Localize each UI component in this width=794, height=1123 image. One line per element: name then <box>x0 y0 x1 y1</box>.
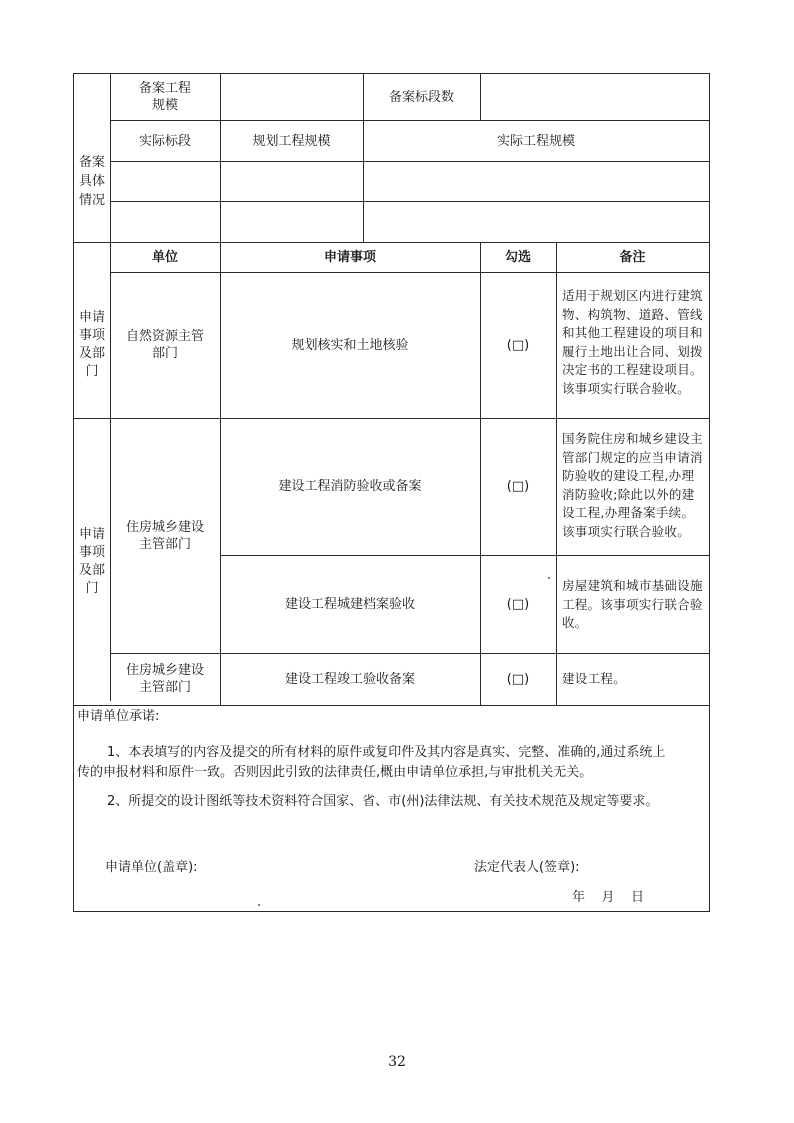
planned-scale-field[interactable] <box>221 202 363 242</box>
application-side-label-line: 事项 <box>78 328 105 343</box>
row-remark: 房屋建筑和城市基础设施工程。该事项实行联合验收。 <box>562 578 703 630</box>
actual-scale-field[interactable] <box>364 162 709 201</box>
row-checkbox[interactable]: (□) <box>506 596 530 612</box>
application-side-label-line: 门 <box>85 580 99 596</box>
application-side-label <box>74 418 110 705</box>
scale-label-line1: 备案工程 <box>138 81 191 96</box>
header-remark: 备注 <box>619 249 646 265</box>
row-unit <box>110 653 220 705</box>
row-unit-line2: 部门 <box>151 346 178 361</box>
row-checkbox[interactable]: (□) <box>506 671 530 687</box>
row-unit-line1: 住房城乡建设 <box>125 663 204 678</box>
row-remark: 国务院住房和城乡建设主管部门规定的应当申请消防验收的建设工程,办理消防验收;除此以外的建设工程,办理备案手续。该事项实行联合验收。 <box>562 431 703 539</box>
actual-scale-field[interactable] <box>364 202 709 242</box>
scan-dot <box>258 904 260 906</box>
actual-section-field[interactable] <box>111 162 220 201</box>
header-item: 申请事项 <box>323 249 376 265</box>
record-side-label-line: 情况 <box>78 193 105 208</box>
record-side-label-line: 备案 <box>78 155 105 170</box>
scale-label <box>110 73 220 121</box>
record-side-label <box>74 121 110 242</box>
date-label: 年 月 日 <box>572 890 645 905</box>
header-unit: 单位 <box>151 249 178 265</box>
sections-count-field[interactable] <box>481 74 709 120</box>
application-side-label-line: 申请 <box>78 310 105 325</box>
page-number: 32 <box>388 1054 406 1070</box>
row-checkbox[interactable]: (□) <box>506 479 530 494</box>
row-item: 建设工程消防验收或备案 <box>278 479 422 494</box>
commitment-item1-line2: 传的申报材料和原件一致。否则因此引致的法律责任,概由申请单位承担,与审批机关无关。 <box>77 765 593 780</box>
header-check: 勾选 <box>504 249 531 265</box>
row-remark: 建设工程。 <box>562 671 627 686</box>
row-unit-line1: 自然资源主管 <box>125 329 204 344</box>
row-item: 规划核实和土地核验 <box>291 337 409 353</box>
application-side-label-line: 申请 <box>78 526 105 542</box>
row-item: 建设工程城建档案验收 <box>284 596 415 612</box>
commitment-item1-line1: 1、本表填写的内容及提交的所有材料的原件或复印件及其内容是真实、完整、准确的,通过系统上 <box>107 745 666 760</box>
actual-section-label: 实际标段 <box>138 133 191 149</box>
row-unit-line2: 主管部门 <box>138 680 191 695</box>
legal-rep-label: 法定代表人(签章): <box>474 860 580 875</box>
row-unit-line2: 主管部门 <box>138 536 191 552</box>
application-side-label-line: 门 <box>85 364 99 379</box>
record-side-label-line: 具体 <box>78 174 105 189</box>
planned-scale-label: 规划工程规模 <box>252 133 331 149</box>
actual-scale-label: 实际工程规模 <box>496 133 575 149</box>
application-side-label-line: 及部 <box>78 562 105 578</box>
scan-dot <box>548 577 550 579</box>
sections-count-label: 备案标段数 <box>388 89 454 105</box>
row-checkbox[interactable]: (□) <box>506 337 530 353</box>
row-remark: 适用于规划区内进行建筑物、构筑物、道路、管线和其他工程建设的项目和履行土地出让合同、划拨决定书的工程建设项目。该事项实行联合验收。 <box>562 288 703 396</box>
row-unit <box>110 272 220 418</box>
application-side-label-line: 事项 <box>78 544 105 560</box>
row-item: 建设工程竣工验收备案 <box>284 671 415 687</box>
scale-value-field[interactable] <box>221 74 363 120</box>
actual-section-field[interactable] <box>111 202 220 242</box>
commitment-title: 申请单位承诺: <box>77 709 160 724</box>
application-side-label <box>74 272 110 418</box>
application-side-label-line: 及部 <box>78 346 105 361</box>
planned-scale-field[interactable] <box>221 162 363 201</box>
applicant-seal-label: 申请单位(盖章): <box>105 860 198 875</box>
row-unit <box>110 418 220 653</box>
scale-label-line2: 规模 <box>151 98 178 113</box>
row-unit-line1: 住房城乡建设 <box>125 519 204 535</box>
commitment-item2: 2、所提交的设计图纸等技术资料符合国家、省、市(州)法律法规、有关技术规范及规定等要求。 <box>107 794 659 809</box>
